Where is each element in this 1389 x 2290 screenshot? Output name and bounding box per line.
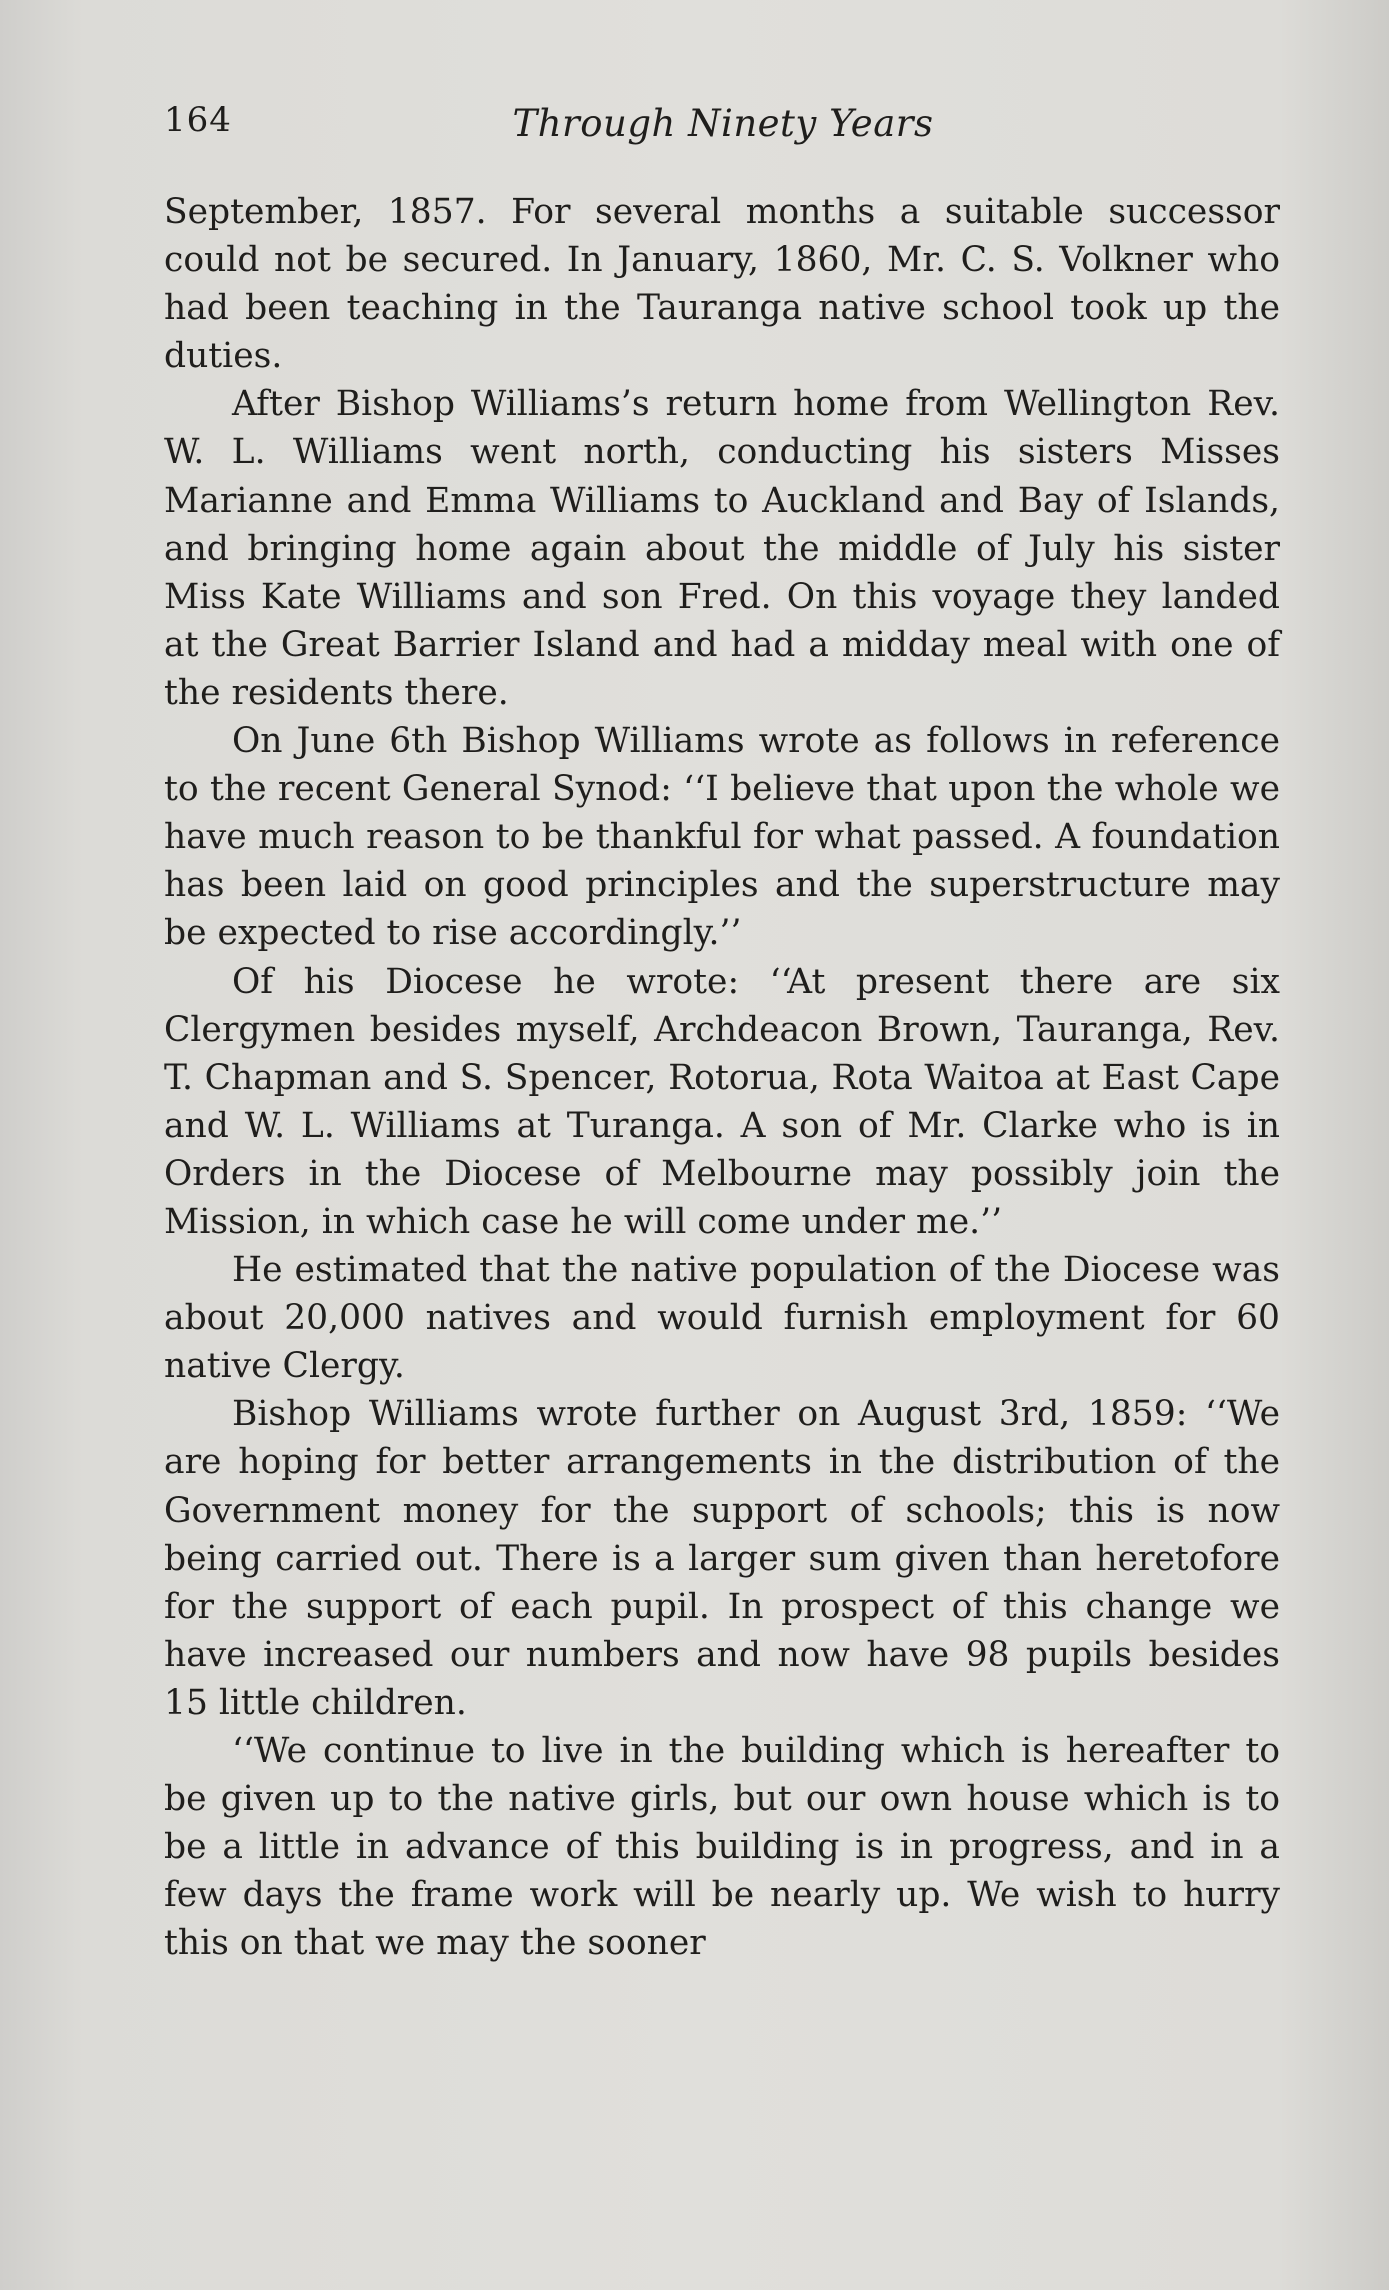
paragraph-7: ‘‘We continue to live in the building which is hereafter to be given up to the native girls, but our own house which is to be a little in advance of this building is in progress, and in a few days the frame work will be nearly up. We wish to hurry this on that we may the sooner	[164, 1731, 1280, 1964]
paragraph-2: After Bishop Williams’s return home from Wellington Rev. W. L. Williams went north, conducting his sisters Misses Marianne and Emma Williams to Auckland and Bay of Islands, and bringing home again about the middle of July his sister Miss Kate Williams and son Fred. On this voyage they landed at the Great Barrier Island and had a midday meal with one of the residents there.	[164, 384, 1280, 713]
paragraph-3: On June 6th Bishop Williams wrote as follows in reference to the recent General Synod: ‘‘I believe that upon the whole we have much reason to be thankful for what passed. A foundation has been laid on good principles and the superstructure may be expected to rise accordingly.’’	[164, 721, 1280, 954]
page-header	[164, 94, 1282, 154]
paragraph-5: He estimated that the native population of the Diocese was about 20,000 natives and would furnish employment for 60 native Clergy.	[164, 1250, 1280, 1387]
paragraph-1: September, 1857. For several months a suitable successor could not be secured. In January, 1860, Mr. C. S. Volkner who had been teaching in the Tauranga native school took up the duties.	[164, 192, 1280, 377]
paragraph-4: Of his Diocese he wrote: ‘‘At present there are six Clergymen besides myself, Archdeacon Brown, Tauranga, Rev. T. Chapman and S. Spencer, Rotorua, Rota Waitoa at East Cape and W. L. Williams at Turanga. A son of Mr. Clarke who is in Orders in the Diocese of Melbourne may possibly join the Mission, in which case he will come under me.’’	[164, 961, 1280, 1242]
body-text	[164, 188, 1280, 1967]
paragraph-6: Bishop Williams wrote further on August 3rd, 1859: ‘‘We are hoping for better arrangements in the distribution of the Government money for the support of schools; this is now being carried out. There is a larger sum given than heretofore for the support of each pupil. In prospect of this change we have increased our numbers and now have 98 pupils besides 15 little children.	[164, 1394, 1280, 1723]
page-number: 164	[164, 100, 232, 140]
running-title: Through Ninety Years	[512, 102, 934, 145]
